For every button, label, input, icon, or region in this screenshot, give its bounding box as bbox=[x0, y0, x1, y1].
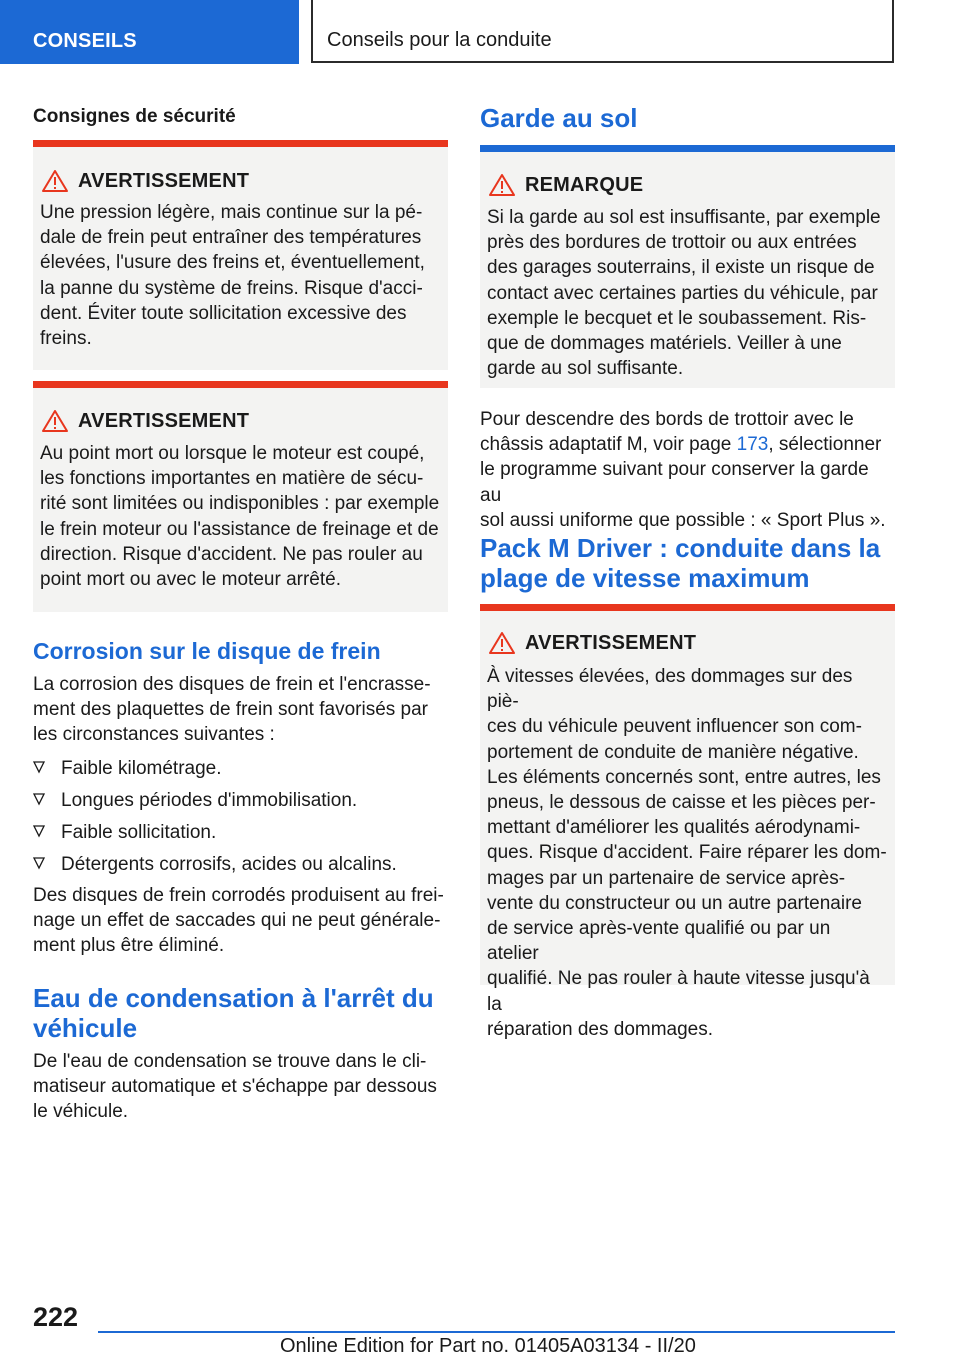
m-driver-warning-box bbox=[480, 604, 895, 1040]
heading-line: Eau de condensation à l'arrêt du bbox=[33, 983, 434, 1013]
section-tab[interactable] bbox=[0, 0, 299, 64]
list-item-text: Faible kilométrage. bbox=[61, 758, 222, 779]
triangle-bullet-icon bbox=[33, 792, 45, 806]
text-line: nage un effet de saccades qui ne peut générale- bbox=[33, 910, 441, 932]
warning-triangle-icon bbox=[41, 169, 69, 193]
triangle-bullet-icon bbox=[33, 824, 45, 838]
text-line: des garages souterrains, il existe un risque de bbox=[487, 257, 875, 279]
text-line: pneus, le dessous de caisse et les pièces per- bbox=[487, 792, 876, 814]
safety-heading: Consignes de sécurité bbox=[33, 106, 236, 127]
text-line-with-link bbox=[480, 432, 895, 457]
warning-title: AVERTISSEMENT bbox=[78, 410, 250, 432]
list-item-text: Faible sollicitation. bbox=[61, 822, 217, 843]
list-item bbox=[33, 756, 448, 788]
text-line: le frein moteur ou l'assistance de freinage et de bbox=[40, 518, 439, 540]
warning-text bbox=[40, 441, 440, 592]
text-line: sol aussi uniforme que possible : « Sport Plus ». bbox=[480, 509, 886, 531]
warning-text bbox=[487, 664, 887, 1042]
chapter-title: Conseils pour la conduite bbox=[327, 29, 552, 51]
text-line: les fonctions importantes en matière de sécu- bbox=[40, 468, 424, 490]
warning-triangle-icon bbox=[41, 409, 69, 433]
warning-box-1 bbox=[33, 140, 448, 370]
text-line: ques. Risque d'accident. Faire réparer les dom- bbox=[487, 842, 887, 864]
text-line: de service après-vente qualifié ou par un atelier bbox=[487, 918, 831, 965]
text-line: dent. Éviter toute sollicitation excessive des bbox=[40, 302, 407, 324]
warning-title: AVERTISSEMENT bbox=[525, 632, 697, 654]
note-box bbox=[480, 145, 895, 388]
ground-clearance-paragraph bbox=[480, 407, 895, 533]
note-text bbox=[487, 205, 887, 381]
text-line: rité sont limitées ou indisponibles : par exemple bbox=[40, 493, 440, 515]
text-line: matiseur automatique et s'échappe par dessous bbox=[33, 1076, 437, 1098]
text-span: châssis adaptatif M, voir page bbox=[480, 434, 737, 456]
warning-bar bbox=[480, 604, 895, 611]
page-link[interactable]: 173 bbox=[736, 434, 769, 456]
triangle-bullet-icon bbox=[33, 760, 45, 774]
text-line: réparation des dommages. bbox=[487, 1018, 714, 1040]
text-line: garde au sol suffisante. bbox=[487, 358, 684, 380]
text-line: mages par un partenaire de service après- bbox=[487, 867, 846, 889]
text-line: la panne du système de freins. Risque d'acci- bbox=[40, 277, 423, 299]
text-line: près des bordures de trottoir ou aux entrées bbox=[487, 232, 857, 254]
corrosion-intro bbox=[33, 672, 448, 748]
m-driver-heading bbox=[480, 533, 880, 593]
text-line: À vitesses élevées, des dommages sur des piè- bbox=[487, 666, 853, 713]
text-line: contact avec certaines parties du véhicule, par bbox=[487, 282, 878, 304]
text-line: portement de conduite de manière négative. bbox=[487, 741, 859, 763]
text-line: point mort ou avec le moteur arrêté. bbox=[40, 569, 341, 591]
corrosion-outro bbox=[33, 883, 448, 959]
text-line: Pour descendre des bords de trottoir avec le bbox=[480, 409, 854, 430]
text-line: ment des plaquettes de frein sont favorisés par bbox=[33, 699, 429, 721]
text-line: que de dommages matériels. Veiller à une bbox=[487, 333, 842, 355]
text-line: le programme suivant pour conserver la garde au bbox=[480, 459, 869, 506]
text-line: direction. Risque d'accident. Ne pas rouler au bbox=[40, 543, 423, 565]
heading-line: plage de vitesse maximum bbox=[480, 563, 810, 593]
list-item bbox=[33, 820, 448, 852]
text-line: freins. bbox=[40, 328, 92, 350]
text-line: vente du constructeur ou un autre partenaire bbox=[487, 892, 862, 914]
footer-edition: Online Edition for Part no. 01405A03134 - II/20 bbox=[280, 1335, 696, 1357]
chapter-header bbox=[311, 0, 894, 63]
text-line: La corrosion des disques de frein et l'encrasse- bbox=[33, 674, 431, 695]
text-line: Une pression légère, mais continue sur la pé- bbox=[40, 202, 423, 223]
text-line: dale de frein peut entraîner des températures bbox=[40, 227, 422, 249]
warning-bar bbox=[33, 140, 448, 147]
text-span: , sélectionner bbox=[768, 434, 882, 456]
note-title: REMARQUE bbox=[525, 174, 644, 196]
warning-triangle-icon bbox=[488, 631, 516, 655]
footer-rule bbox=[98, 1331, 895, 1333]
warning-text bbox=[40, 200, 440, 351]
corrosion-list bbox=[33, 756, 448, 884]
text-line: exemple le becquet et le soubassement. Ris- bbox=[487, 307, 867, 329]
warning-triangle-icon bbox=[488, 173, 516, 197]
triangle-bullet-icon bbox=[33, 856, 45, 870]
text-line: Des disques de frein corrodés produisent au frei- bbox=[33, 885, 444, 906]
heading-line: Pack M Driver : conduite dans la bbox=[480, 533, 881, 563]
warning-bar bbox=[33, 381, 448, 388]
warning-box-2 bbox=[33, 381, 448, 612]
text-line: qualifié. Ne pas rouler à haute vitesse jusqu'à la bbox=[487, 968, 870, 1015]
ground-clearance-heading: Garde au sol bbox=[480, 103, 638, 133]
list-item-text: Longues périodes d'immobilisation. bbox=[61, 790, 358, 811]
section-tab-label: CONSEILS bbox=[33, 30, 137, 52]
text-line: ces du véhicule peuvent influencer son com- bbox=[487, 716, 862, 738]
heading-line: véhicule bbox=[33, 1013, 138, 1043]
text-line: De l'eau de condensation se trouve dans le cli- bbox=[33, 1051, 427, 1072]
text-line: ment plus être éliminé. bbox=[33, 935, 225, 957]
note-bar bbox=[480, 145, 895, 152]
warning-title: AVERTISSEMENT bbox=[78, 170, 250, 192]
list-item-text: Détergents corrosifs, acides ou alcalins. bbox=[61, 854, 397, 875]
text-line: mettant d'améliorer les qualités aérodynami- bbox=[487, 817, 861, 839]
list-item bbox=[33, 852, 448, 884]
condensation-heading bbox=[33, 983, 434, 1043]
text-line: Au point mort ou lorsque le moteur est coupé, bbox=[40, 443, 425, 464]
text-line: élevées, l'usure des freins et, éventuellement, bbox=[40, 252, 425, 274]
text-line: les circonstances suivantes : bbox=[33, 724, 275, 746]
text-line: Les éléments concernés sont, entre autres, les bbox=[487, 766, 881, 788]
list-item bbox=[33, 788, 448, 820]
text-line: le véhicule. bbox=[33, 1101, 129, 1123]
text-line: Si la garde au sol est insuffisante, par exemple bbox=[487, 207, 881, 228]
corrosion-heading: Corrosion sur le disque de frein bbox=[33, 638, 381, 664]
page-number: 222 bbox=[33, 1302, 79, 1332]
condensation-text bbox=[33, 1049, 448, 1125]
